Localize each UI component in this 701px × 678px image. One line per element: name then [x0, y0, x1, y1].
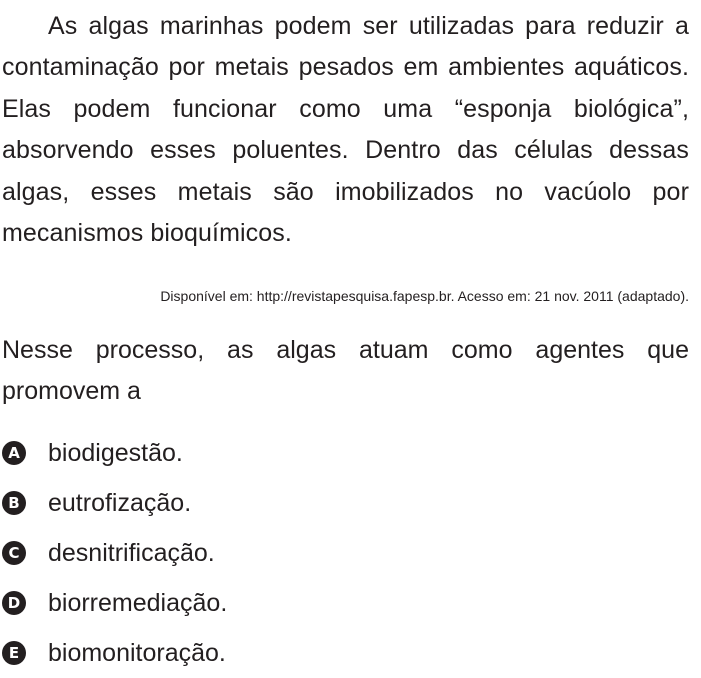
source-citation: Disponível em: http://revistapesquisa.fapesp.br. Acesso em: 21 nov. 2011 (adaptado). — [160, 288, 689, 304]
option-c[interactable] — [2, 528, 689, 578]
option-a-letter-badge: A — [2, 441, 26, 465]
answer-options — [2, 428, 689, 678]
option-d-text: biorremediação. — [48, 589, 228, 617]
option-a[interactable] — [2, 428, 689, 478]
option-b[interactable] — [2, 478, 689, 528]
option-c-text: desnitrificação. — [48, 539, 215, 567]
option-e[interactable] — [2, 628, 689, 678]
option-b-text: eutrofização. — [48, 489, 192, 517]
reading-passage: As algas marinhas podem ser utilizadas para reduzir a contaminação por metais pesados em ambientes aquáticos. Elas podem funcionar como uma “esponja biológica”, absorvendo esses poluentes. Dentro das células dessas algas, esses metais são imobilizados no vacúolo por mecanismos bioquímicos. — [2, 12, 689, 248]
option-d[interactable] — [2, 578, 689, 628]
option-b-letter-badge: B — [2, 491, 26, 515]
option-e-text: biomonitoração. — [48, 639, 226, 667]
question-stem: Nesse processo, as algas atuam como agentes que promovem a — [2, 336, 689, 406]
option-c-letter-badge: C — [2, 541, 26, 565]
option-a-text: biodigestão. — [48, 439, 183, 467]
option-e-letter-badge: E — [2, 641, 26, 665]
option-d-letter-badge: D — [2, 591, 26, 615]
